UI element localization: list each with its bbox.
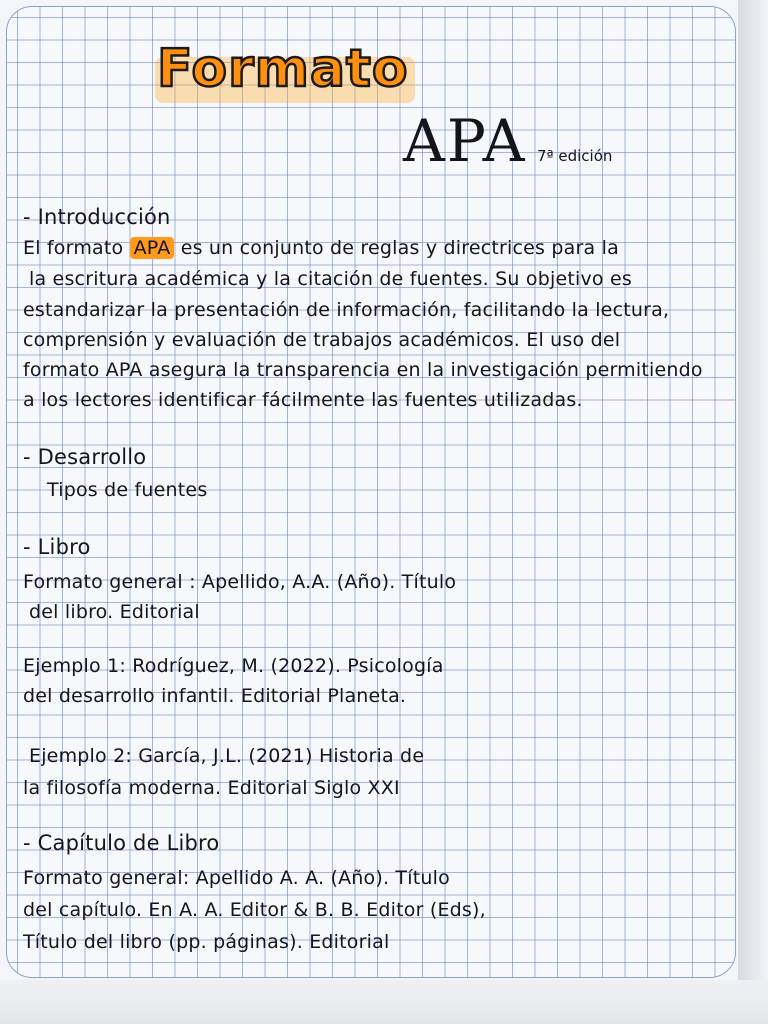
capitulo-formato-line-2: del capítulo. En A. A. Editor & B. B. Editor (Eds), <box>23 899 486 921</box>
libro-heading: - Libro <box>23 535 91 559</box>
intro-line-2: la escritura académica y la citación de fuentes. Su objetivo es <box>29 268 632 290</box>
libro-formato-line-1: Formato general : Apellido, A.A. (Año). Título <box>23 571 457 593</box>
page-edge-shadow <box>738 0 768 1024</box>
page-title: Formato <box>157 39 409 99</box>
apa-highlight: APA <box>130 237 175 259</box>
intro-line-1 <box>23 237 619 259</box>
ejemplo1-line-2: del desarrollo infantil. Editorial Planeta. <box>23 685 407 707</box>
ejemplo2-line-1: Ejemplo 2: García, J.L. (2021) Historia de <box>29 745 425 767</box>
capitulo-heading: - Capítulo de Libro <box>23 831 220 855</box>
intro-line-4: comprensión y evaluación de trabajos académicos. El uso del <box>23 329 621 351</box>
capitulo-formato-line-1: Formato general: Apellido A. A. (Año). Título <box>23 867 450 889</box>
apa-title: APA <box>403 107 527 175</box>
grid-paper <box>6 6 736 978</box>
page-bottom-margin <box>0 980 768 1024</box>
desarrollo-heading: - Desarrollo <box>23 445 147 469</box>
intro-heading: - Introducción <box>23 205 171 229</box>
intro-line-1-end: es un conjunto de reglas y directrices para la <box>180 237 619 259</box>
capitulo-formato-line-3: Título del libro (pp. páginas). Editorial <box>23 931 390 953</box>
ejemplo2-line-2: la filosofía moderna. Editorial Siglo XXI <box>23 777 400 799</box>
libro-formato-line-2: del libro. Editorial <box>29 601 200 623</box>
ejemplo1-line-1: Ejemplo 1: Rodríguez, M. (2022). Psicología <box>23 655 444 677</box>
edition-label: 7ª edición <box>537 147 613 165</box>
intro-line-3: estandarizar la presentación de información, facilitando la lectura, <box>23 299 670 321</box>
intro-line-5: formato APA asegura la transparencia en la investigación permitiendo <box>23 359 703 381</box>
tipos-fuentes: Tipos de fuentes <box>47 479 208 501</box>
intro-line-6: a los lectores identificar fácilmente las fuentes utilizadas. <box>23 389 583 411</box>
intro-line-1-start: El formato <box>23 237 124 259</box>
